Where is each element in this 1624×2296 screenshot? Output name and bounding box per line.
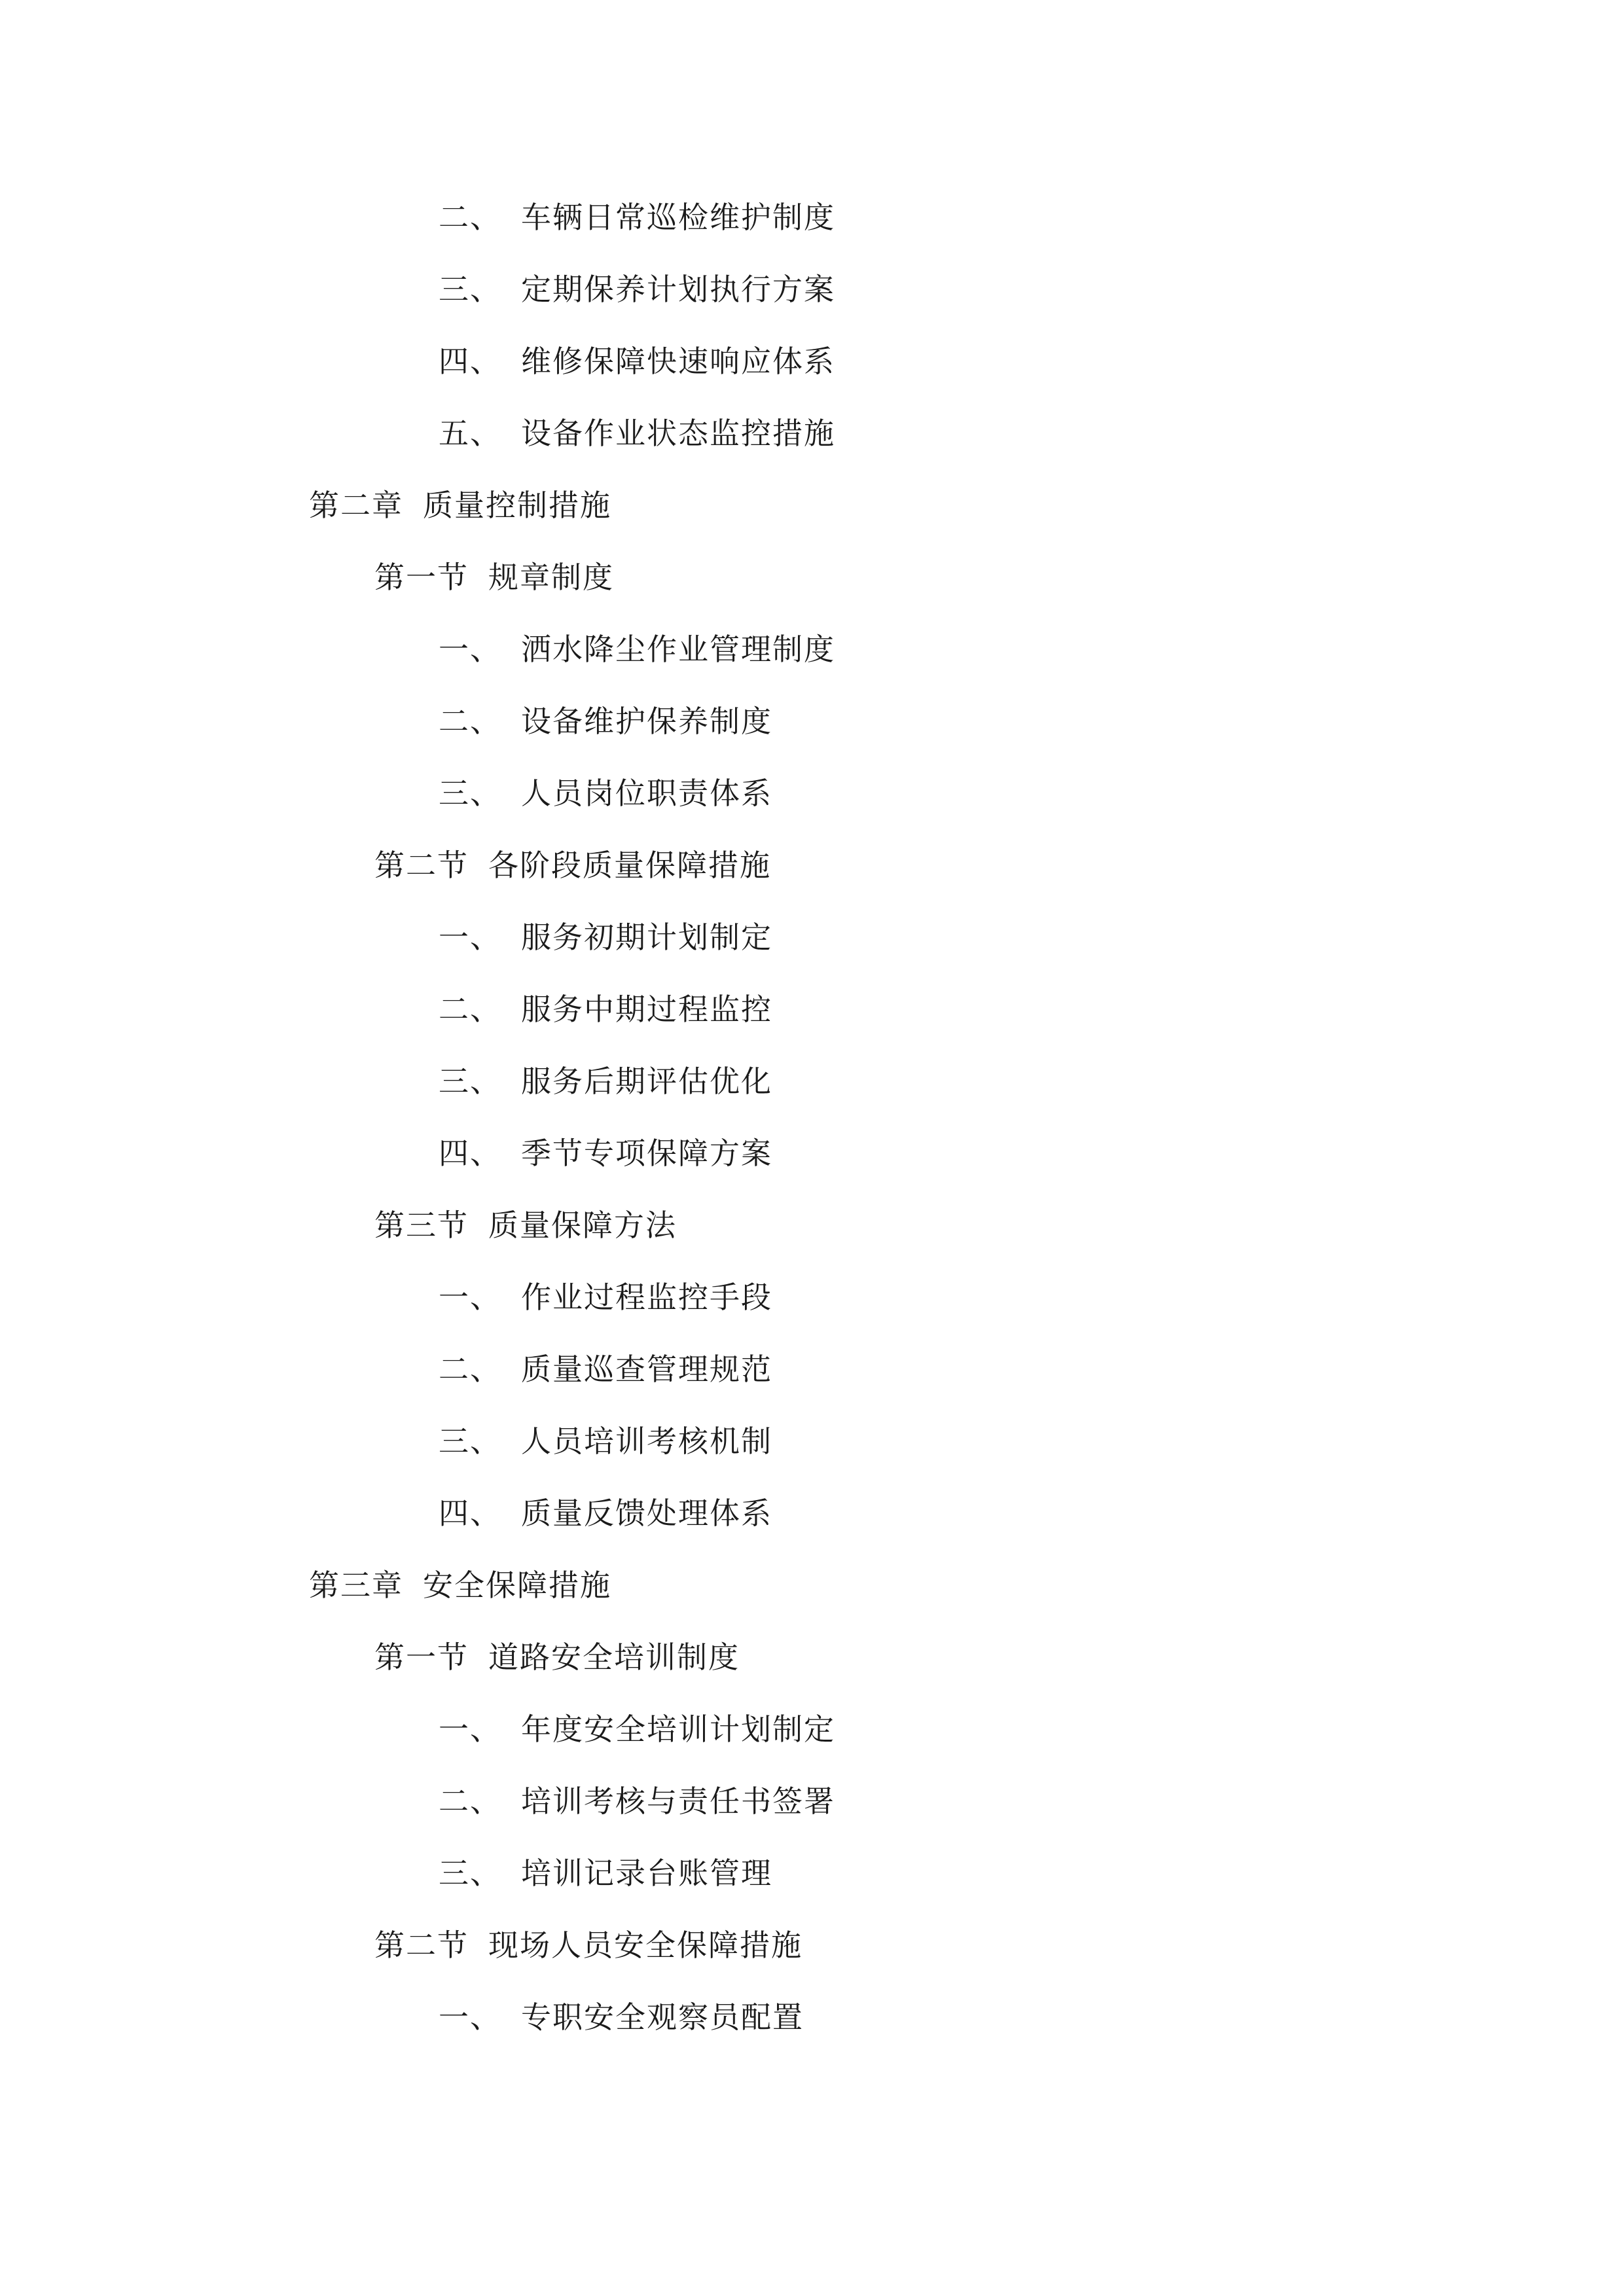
- toc-entry-title: [374, 1919, 803, 1971]
- toc-entry-number: 三、: [439, 1424, 501, 1459]
- toc-entry-number: 五、: [439, 416, 501, 451]
- toc-entry-label: 服务中期过程监控: [521, 992, 772, 1027]
- toc-entry-title: [439, 1127, 772, 1179]
- toc-entry-title: [439, 1487, 772, 1539]
- toc-entry-label: 质量巡查管理规范: [521, 1352, 772, 1387]
- toc-entry-number: 三、: [439, 272, 501, 307]
- toc-entry-number: 四、: [439, 1136, 501, 1171]
- toc-entry-number: 第一节: [374, 1640, 469, 1675]
- toc-entry-number: 二、: [439, 704, 501, 739]
- toc-entry-label: 洒水降尘作业管理制度: [521, 632, 835, 667]
- toc-entry-label: 专职安全观察员配置: [521, 2000, 804, 2035]
- toc-entry-label: 设备作业状态监控措施: [521, 416, 835, 451]
- toc-entry-label: 道路安全培训制度: [488, 1640, 740, 1675]
- toc-entry-label: 质量控制措施: [423, 488, 611, 523]
- toc-entry-title: [439, 695, 772, 747]
- toc-entry-label: 定期保养计划执行方案: [521, 272, 835, 307]
- toc-entry-title: [439, 1775, 835, 1827]
- toc-entry-number: 二、: [439, 1784, 501, 1819]
- toc-entry-label: 人员岗位职责体系: [521, 776, 772, 811]
- toc-entry-number: 二、: [439, 200, 501, 235]
- toc-entry-number: 四、: [439, 344, 501, 379]
- toc-entry-label: 安全保障措施: [423, 1568, 611, 1603]
- toc-entry-number: 第二节: [374, 848, 469, 883]
- toc-entry-label: 规章制度: [488, 560, 614, 595]
- toc-entry-number: 一、: [439, 920, 501, 955]
- toc-entry-title: [439, 1847, 772, 1899]
- toc-entry-number: 第一节: [374, 560, 469, 595]
- toc-entry-number: 四、: [439, 1496, 501, 1531]
- toc-entry-title: [309, 479, 611, 531]
- toc-entry-title: [439, 1703, 835, 1755]
- toc-entry-number: 三、: [439, 1064, 501, 1099]
- toc-entry-title: [439, 767, 772, 819]
- toc-entry-title: [439, 623, 835, 675]
- toc-entry-title: [439, 1271, 772, 1323]
- toc-entry-title: [439, 911, 772, 963]
- toc-entry-title: [439, 191, 835, 243]
- toc-entry-title: [374, 1199, 677, 1251]
- toc-entry-label: 设备维护保养制度: [521, 704, 772, 739]
- toc-entry-label: 质量保障方法: [488, 1208, 677, 1243]
- toc-entry-number: 一、: [439, 1712, 501, 1747]
- toc-entry-number: 第二节: [374, 1928, 469, 1963]
- toc-entry-label: 维修保障快速响应体系: [521, 344, 835, 379]
- toc-entry-title: [439, 335, 835, 387]
- toc-entry-title: [439, 1991, 804, 2043]
- toc-entry-label: 作业过程监控手段: [521, 1280, 772, 1315]
- toc-entry-title: [439, 983, 772, 1035]
- toc-entry-number: 第三节: [374, 1208, 469, 1243]
- toc-entry-label: 服务后期评估优化: [521, 1064, 772, 1099]
- toc-entry-title: [439, 1415, 772, 1467]
- toc-entry-title: [439, 1055, 772, 1107]
- toc-entry-label: 季节专项保障方案: [521, 1136, 772, 1171]
- toc-entry-label: 车辆日常巡检维护制度: [521, 200, 835, 235]
- toc-entry-number: 一、: [439, 2000, 501, 2035]
- toc-entry-label: 质量反馈处理体系: [521, 1496, 772, 1531]
- toc-entry-title: [374, 551, 614, 603]
- toc-entry-title: [374, 1631, 740, 1683]
- toc-entry-title: [439, 407, 835, 459]
- toc-entry-label: 年度安全培训计划制定: [521, 1712, 835, 1747]
- toc-entry-label: 各阶段质量保障措施: [488, 848, 771, 883]
- toc-entry-title: [439, 263, 835, 315]
- toc-entry-number: 二、: [439, 992, 501, 1027]
- toc-entry-number: 二、: [439, 1352, 501, 1387]
- toc-entry-number: 第三章: [309, 1568, 403, 1603]
- toc-entry-label: 培训记录台账管理: [521, 1856, 772, 1891]
- toc-entry-title: [439, 1343, 772, 1395]
- toc-entry-number: 三、: [439, 1856, 501, 1891]
- toc-entry-title: [309, 1559, 611, 1611]
- toc-entry-number: 一、: [439, 1280, 501, 1315]
- toc-entry-number: 第二章: [309, 488, 403, 523]
- toc-entry-label: 培训考核与责任书签署: [521, 1784, 835, 1819]
- toc-entry-number: 三、: [439, 776, 501, 811]
- toc-entry-label: 服务初期计划制定: [521, 920, 772, 955]
- toc-entry-label: 人员培训考核机制: [521, 1424, 772, 1459]
- toc-entry-label: 现场人员安全保障措施: [488, 1928, 803, 1963]
- toc-entry-number: 一、: [439, 632, 501, 667]
- toc-entry-title: [374, 839, 771, 891]
